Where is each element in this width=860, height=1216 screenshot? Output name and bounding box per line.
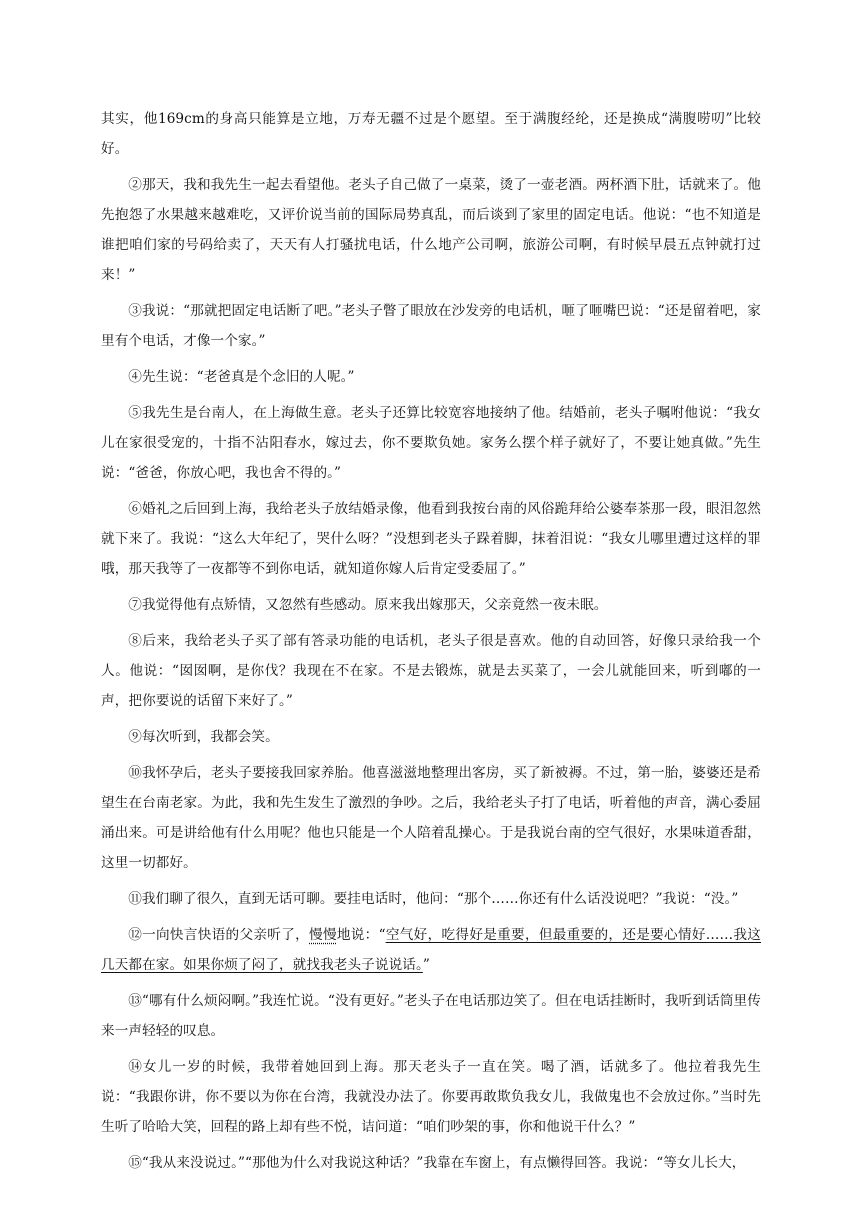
paragraph-13: ⑬“哪有什么烦闷啊。”我连忙说。“没有更好。”老头子在电话那边笑了。但在电话挂断时，我听到话筒里传来一声轻轻的叹息。 xyxy=(101,993,761,1039)
paragraph-11: ⑪我们聊了很久，直到无话可聊。要挂电话时，他问：“那个……你还有什么话没说吧？”我说：“没。” xyxy=(128,891,739,907)
paragraph-3: ③我说：“那就把固定电话断了吧。”老头子瞥了眼放在沙发旁的电话机，咂了咂嘴巴说：“还是留着吧，家里有个电话，才像一个家。” xyxy=(101,303,761,349)
paragraph-9: ⑨每次听到，我都会笑。 xyxy=(128,729,279,745)
paragraph-15: ⑮“我从来没说过。”“那他为什么对我说这种话？”我靠在车窗上，有点懒得回答。我说：“等女儿长大， xyxy=(128,1155,746,1171)
paragraph-10: ⑩我怀孕后，老头子要接我回家养胎。他喜滋滋地整理出客房，买了新被褥。不过，第一胎，婆婆还是希望生在台南老家。为此，我和先生发生了激烈的争吵。之后，我给老头子打了电话，听着他的声音，满心委屈涌出来。可是讲给他有什么用呢？他也只能是一个人陪着乱操心。于是我说台南的空气很好，水果味道香甜，这里一切都好。 xyxy=(101,765,761,871)
paragraph-8: ⑧后来，我给老头子买了部有答录功能的电话机，老头子很是喜欢。他的自动回答，好像只录给我一个人。他说：“囡囡啊，是你伐？我现在不在家。不是去锻炼，就是去买菜了，一会儿就能回来，听到嘟的一声，把你要说的话留下来好了。” xyxy=(101,633,761,709)
paragraph-7: ⑦我觉得他有点矫情，又忽然有些感动。原来我出嫁那天，父亲竟然一夜未眠。 xyxy=(128,597,608,613)
paragraph-6: ⑥婚礼之后回到上海，我给老头子放结婚录像，他看到我按台南的风俗跪拜给公婆奉茶那一段，眼泪忽然就下来了。我说：“这么大年纪了，哭什么呀？”没想到老头子跺着脚，抹着泪说：“我女儿哪里遭过这样的罪哦，那天我等了一夜都等不到你电话，就知道你嫁人后肯定受委屈了。” xyxy=(101,501,761,577)
paragraph-12-tail: ” xyxy=(422,957,430,973)
paragraph-12-mid: 地说：“ xyxy=(336,927,386,943)
paragraph-5: ⑤我先生是台南人，在上海做生意。老头子还算比较宽容地接纳了他。结婚前，老头子嘱咐他说：“我女儿在家很受宠的，十指不沾阳春水，嫁过去，你不要欺负她。家务么摆个样子就好了，不要让她真做。”先生说：“爸爸，你放心吧，我也舍不得的。” xyxy=(101,405,761,481)
paragraph-12-emphasis: 慢慢 xyxy=(309,927,337,943)
paragraph-12-lead: ⑫一向快言快语的父亲听了， xyxy=(128,927,310,943)
paragraph-4: ④先生说：“老爸真是个念旧的人呢。” xyxy=(128,369,355,385)
article-body xyxy=(101,104,761,1184)
paragraph-14: ⑭女儿一岁的时候，我带着她回到上海。那天老头子一直在笑。喝了酒，话就多了。他拉着我先生说：“我跟你讲，你不要以为你在台湾，我就没办法了。你要再敢欺负我女儿，我做鬼也不会放过你。”当时先生听了哈哈大笑，回程的路上却有些不悦，诘问道：“咱们吵架的事，你和他说干什么？” xyxy=(101,1059,761,1135)
paragraph-intro: 其实，他169cm的身高只能算是立地，万寿无疆不过是个愿望。至于满腹经纶，还是换成“满腹唠叨”比较好。 xyxy=(101,111,761,157)
paragraph-12 xyxy=(101,920,761,980)
paragraph-12-underlined-quote: 空气好，吃得好是重要，但最重要的，还是要心情好……我这几天都在家。如果你烦了闷了，就找我老头子说说话。 xyxy=(101,927,761,973)
paragraph-2: ②那天，我和我先生一起去看望他。老头子自己做了一桌菜，烫了一壶老酒。两杯酒下肚，话就来了。他先抱怨了水果越来越难吃，又评价说当前的国际局势真乱，而后谈到了家里的固定电话。他说：“也不知道是谁把咱们家的号码给卖了，天天有人打骚扰电话，什么地产公司啊，旅游公司啊，有时候早晨五点钟就打过来！” xyxy=(101,177,761,283)
